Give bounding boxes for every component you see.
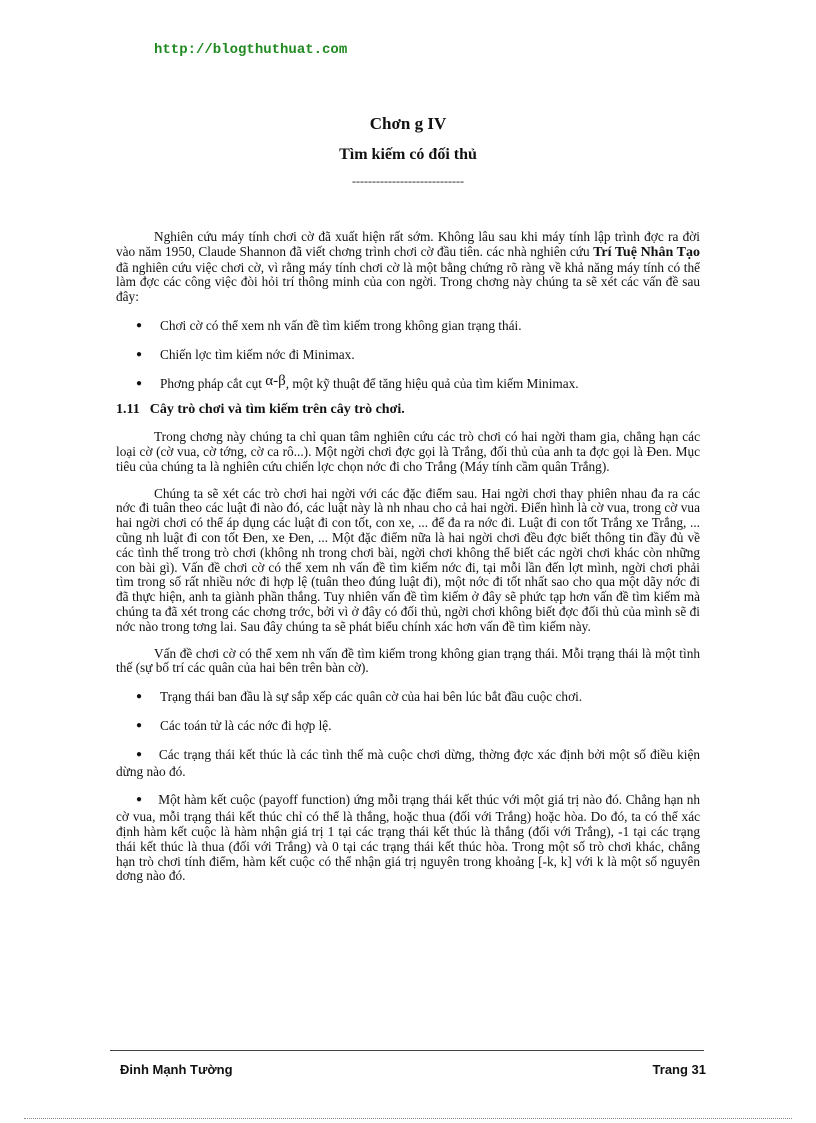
footer-author: Đinh Mạnh Tường	[120, 1062, 233, 1077]
bullet-dot-icon: ●	[136, 719, 143, 731]
header-url-link[interactable]: http://blogthuthuat.com	[154, 42, 348, 58]
topic-text: Chơi cờ có thể xem nh vấn đề tìm kiếm trong không gian trạng thái.	[160, 317, 522, 333]
alpha-beta-symbol: α-β	[265, 372, 286, 389]
document-body	[116, 230, 700, 884]
bullet-dot-icon: ●	[136, 319, 143, 331]
chapter-title: Chơn g IV	[369, 114, 447, 133]
topic-bullet	[116, 319, 700, 334]
bullet-dot-icon: ●	[136, 377, 143, 389]
footer-divider	[110, 1050, 704, 1051]
state-bullet	[116, 748, 700, 780]
topic-bullet	[116, 372, 700, 392]
topic-text: Chiến lợc tìm kiếm nớc đi Minimax.	[160, 346, 355, 362]
title-separator: ----------------------------	[352, 174, 464, 188]
bullet-dot-icon: ●	[136, 748, 143, 760]
state-bullet-text: Các trạng thái kết thúc là các tình thế mà cuộc chơi dừng, thờng đợc xác định bởi một số điều kiện dừng nào đó.	[116, 746, 700, 779]
section-heading	[116, 403, 700, 418]
body-paragraph: Chúng ta sẽ xét các trò chơi hai ngời với các đặc điểm sau. Hai ngời chơi thay phiên nhau đa ra các nớc đi tuân theo các luật đi nào đó, các luật này là nh nhau cho cả hai ngời. Điển hình là cờ vua, trong cờ vua hai ngời chơi có thể áp dụng các luật đi con tốt, con xe, ... để đa ra nớc đi. Luật đi con tốt Trắng xe Trắng, ... cũng nh luật đi con tốt Đen, xe Đen, ... Một đặc điểm nữa là hai ngời chơi đều đợc biết thông tin đầy đủ về các tình thế trong trò chơi (không nh trong chơi bài, ngời chơi không thể biết các ngời chơi khác còn những con bài gì). Vấn đề chơi cờ có thể xem nh vấn đề tìm kiếm nớc đi, tại mỗi lần đến lợt mình, ngời chơi phải tìm trong số rất nhiều nớc đi hợp lệ (tuân theo đúng luật đi), một nớc đi tốt nhất sao cho qua một dãy nớc đi đã thực hiện, anh ta giành phần thắng. Tuy nhiên vấn đề tìm kiếm ở đây sẽ phức tạp hơn vấn đề tìm kiếm mà chúng ta đã xét trong các chơng trớc, bởi vì ở đây có đối thủ, ngời chơi không biết đợc đối thủ của mình sẽ đi nớc nào trong tơng lai. Sau đây chúng ta sẽ phát biểu chính xác hơn vấn đề tìm kiếm này.	[116, 485, 700, 634]
section-title: Cây trò chơi và tìm kiếm trên cây trò chơi.	[149, 402, 405, 418]
topic-text-after: , một kỹ thuật để tăng hiệu quả của tìm kiếm Minimax.	[285, 375, 579, 391]
intro-text-before: Nghiên cứu máy tính chơi cờ đã xuất hiện rất sớm. Không lâu sau khi máy tính lập trình đợc ra đời vào năm 1950, Claude Shannon đã viết chơng trình chơi cờ đầu tiên. các nhà nghiên cứu	[116, 229, 700, 259]
page-bottom-border	[24, 1118, 792, 1119]
intro-paragraph	[116, 230, 700, 305]
chapter-subtitle: Tìm kiếm có đối thủ	[339, 146, 477, 163]
bullet-dot-icon: ●	[136, 794, 143, 806]
intro-text-after: đã nghiên cứu việc chơi cờ, vì rằng máy tính chơi cờ là một bằng chứng rõ ràng về khả năng máy tính có thể làm đợc các công việc đòi hỏi trí thông minh của con ngời. Trong chơng này chúng ta sẽ xét các vấn đề sau đây:	[116, 259, 700, 305]
intro-emphasis: Trí Tuệ Nhân Tạo	[593, 244, 700, 260]
state-bullet	[116, 793, 700, 884]
bullet-dot-icon: ●	[136, 691, 143, 703]
state-bullet-text: Trạng thái ban đầu là sự sắp xếp các quân cờ của hai bên lúc bắt đầu cuộc chơi.	[160, 689, 583, 705]
topic-text-before: Phơng pháp cắt cụt	[160, 375, 266, 391]
topic-bullet	[116, 348, 700, 363]
section-number: 1.11	[116, 402, 140, 418]
body-paragraph: Vấn đề chơi cờ có thể xem nh vấn đề tìm kiếm trong không gian trạng thái. Mỗi trạng thái là một tình thế (sự bố trí các quân của hai bên trên bàn cờ).	[116, 645, 700, 676]
state-bullet-text: Một hàm kết cuộc (payoff function) ứng mỗi trạng thái kết thúc với một giá trị nào đó. Chẳng hạn nh cờ vua, mỗi trạng thái kết thúc chỉ có thể là thắng, hoặc thua (đối với Trắng) hoặc hòa. Do đó, ta có thể xác định hàm kết cuộc là hàm nhận giá trị 1 tại các trạng thái kết thúc là thắng (đối với Trắng), -1 tại các trạng thái kết thúc là thua (đối với Trắng) và 0 tại các trạng thái kết thúc hòa. Trong một số trò chơi khác, chẳng hạn trò chơi tính điểm, hàm kết cuộc có thể nhận giá trị nguyên trong khoảng [-k, k] với k là một số nguyên dơng nào đó.	[116, 792, 700, 884]
state-bullet-text: Các toán tử là các nớc đi hợp lệ.	[160, 717, 332, 733]
body-paragraph: Trong chơng này chúng ta chỉ quan tâm nghiên cứu các trò chơi có hai ngời tham gia, chẳng hạn các loại cờ (cờ vua, cờ tớng, cờ ca rô...). Một ngời chơi đợc gọi là Trắng, đối thủ của anh ta đợc gọi là Đen. Mục tiêu của chúng ta là nghiên cứu chiến lợc chọn nớc đi cho Trắng (Máy tính cầm quân Trắng).	[116, 429, 700, 474]
state-bullet	[116, 690, 700, 705]
state-bullet	[116, 719, 700, 734]
footer-page-number: Trang 31	[652, 1062, 706, 1077]
bullet-dot-icon: ●	[136, 348, 143, 360]
